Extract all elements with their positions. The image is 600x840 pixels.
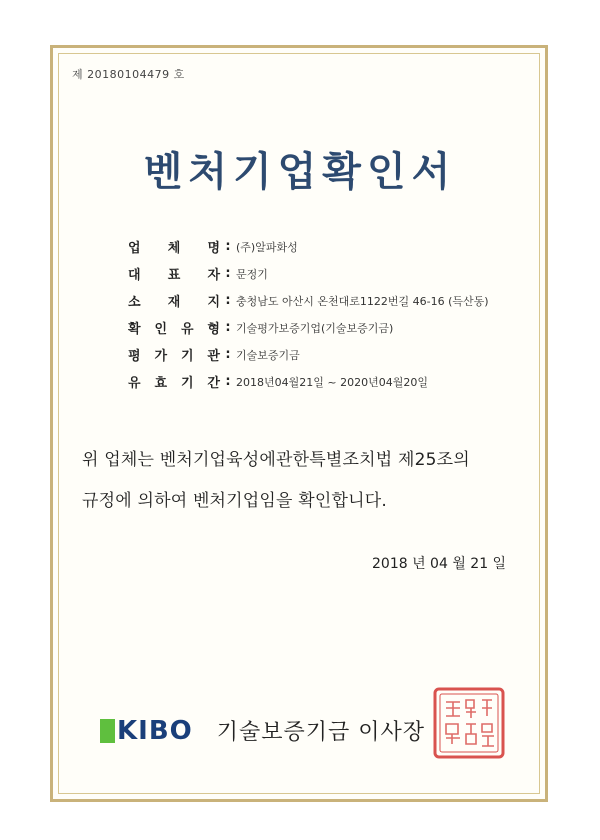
info-row-representative (128, 260, 489, 287)
info-row-address (128, 287, 489, 314)
info-row-agency (128, 341, 489, 368)
info-table (128, 233, 489, 395)
certificate-number: 제 20180104479 호 (72, 68, 185, 81)
certification-statement (82, 440, 532, 522)
issuer-name: 기술보증기금 이사장 (216, 720, 426, 745)
info-label: 확 인 유 형 (128, 322, 220, 337)
info-row-company (128, 233, 489, 260)
info-value-address: 충청남도 아산시 온천대로1122번길 46-16 (득산동) (236, 294, 489, 308)
info-label: 대 표 자 (128, 268, 220, 283)
info-value-company: (주)알파화성 (236, 240, 298, 254)
official-seal-icon (432, 686, 506, 760)
info-row-type (128, 314, 489, 341)
info-colon: : (225, 293, 231, 308)
info-row-validity (128, 368, 489, 395)
issue-date: 2018 년 04 월 21 일 (372, 556, 507, 572)
kibo-logo-text: KIBO (117, 715, 193, 746)
kibo-logo-mark (100, 719, 115, 743)
certificate-title: 벤처기업확인서 (143, 148, 457, 195)
info-value-agency: 기술보증기금 (236, 348, 300, 362)
info-value-type: 기술평가보증기업(기술보증기금) (236, 321, 394, 335)
info-label: 소 재 지 (128, 295, 220, 310)
issuer-block (100, 715, 425, 746)
statement-line-1: 위 업체는 벤처기업육성에관한특별조치법 제25조의 (82, 450, 470, 470)
info-colon: : (225, 266, 231, 281)
info-colon: : (225, 347, 231, 362)
info-colon: : (225, 374, 231, 389)
info-colon: : (225, 239, 231, 254)
info-label: 유 효 기 간 (128, 376, 220, 391)
info-value-validity: 2018년04월21일 ~ 2020년04월20일 (236, 375, 428, 389)
statement-line-2: 규정에 의하여 벤처기업임을 확인합니다. (82, 491, 387, 511)
info-label: 평 가 기 관 (128, 349, 220, 364)
info-value-representative: 문정기 (236, 267, 268, 281)
info-colon: : (225, 320, 231, 335)
kibo-logo (100, 715, 193, 746)
info-label: 업 체 명 (128, 241, 220, 256)
